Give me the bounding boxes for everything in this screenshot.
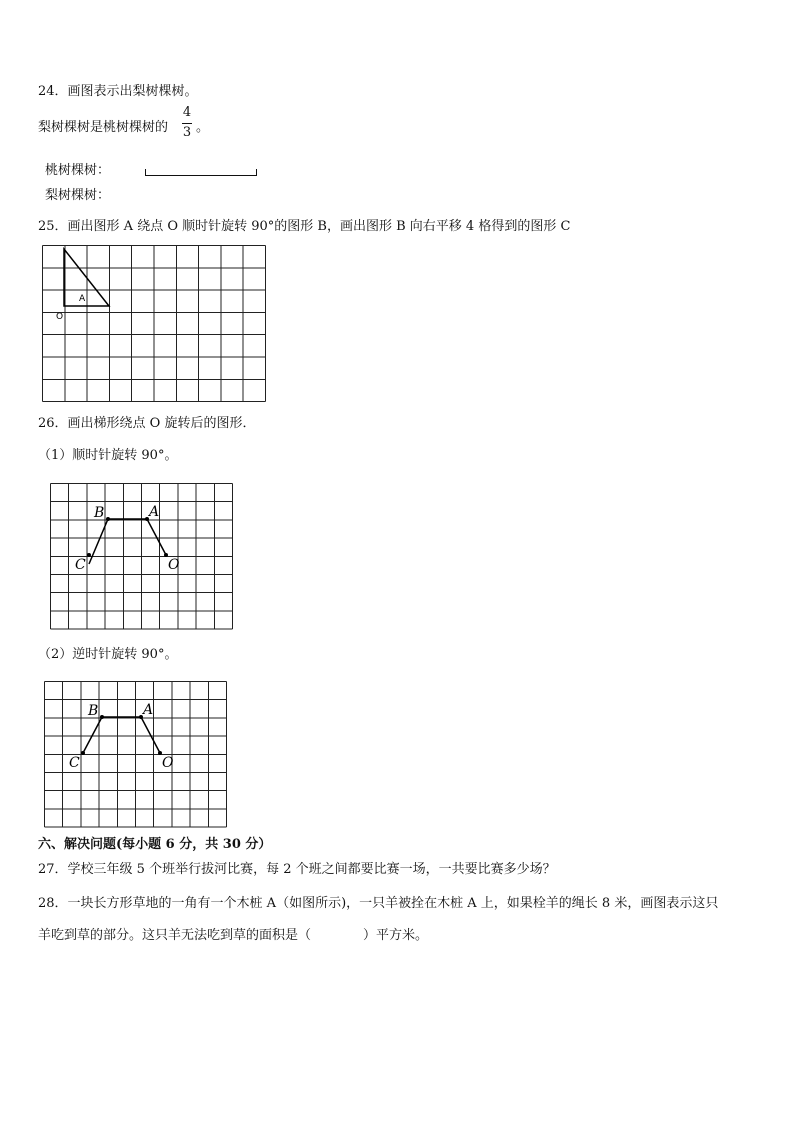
label-o-1: O [168, 557, 180, 573]
q25-title: 25．画出图形 A 绕点 O 顺时针旋转 90°的图形 B，画出图形 B 向右平移 4 格得到的图形 C [38, 219, 571, 234]
q27-text: 27．学校三年级 5 个班举行拔河比赛，每 2 个班之间都要比赛一场，一共要比赛多少场？ [38, 862, 556, 877]
q26-title: 26．画出梯形绕点 O 旋转后的图形． [38, 416, 256, 431]
q24-fraction-numerator: 4 [182, 105, 192, 120]
shape-a-label: A [79, 294, 86, 304]
label-c-2: C [69, 755, 80, 771]
trapezoid-2-vertex-c [81, 751, 85, 755]
label-b-2: B [88, 703, 99, 719]
q26-grid-clockwise [50, 483, 244, 628]
shape-a-triangle [64, 249, 109, 306]
q28-line2: 羊吃到草的部分。这只羊无法吃到草的面积是（ ）平方米。 [38, 928, 429, 943]
trapezoid-2 [83, 717, 160, 753]
section-6-title: 六、解决问题(每小题 6 分，共 30 分） [38, 837, 272, 852]
trapezoid-1-vertex-b [106, 517, 110, 521]
label-c-1: C [75, 557, 86, 573]
q26-grid-counterclockwise [44, 681, 238, 826]
point-o-label: O [56, 312, 64, 322]
label-a-1: A [149, 504, 160, 520]
q25-grid [42, 245, 268, 403]
trapezoid-1-vertex-c [87, 553, 91, 557]
trapezoid-1 [89, 519, 166, 564]
pear-label: 梨树棵树： [45, 188, 111, 203]
grid-lines [43, 246, 266, 402]
q24-fraction-bar [182, 123, 192, 124]
label-o-2: O [162, 755, 174, 771]
q28-line1: 28．一块长方形草地的一角有一个木桩 A（如图所示)，一只羊被拴在木桩 A 上，如果栓羊的绳长 8 米，画图表示这只 [38, 896, 719, 911]
trapezoid-2-vertex-b [100, 715, 104, 719]
peach-label: 桃树棵树： [45, 163, 111, 178]
label-a-2: A [143, 702, 154, 718]
label-b-1: B [94, 505, 105, 521]
q26-part1: （1）顺时针旋转 90°。 [38, 448, 178, 463]
peach-segment [145, 175, 257, 176]
q24-statement-prefix: 梨树棵树是桃树棵树的 [38, 120, 169, 135]
q24-fraction-denominator: 3 [182, 125, 192, 140]
q24-statement-suffix: 。 [196, 120, 210, 135]
peach-segment-tick-right [256, 169, 257, 175]
q26-part2: （2）逆时针旋转 90°。 [38, 647, 178, 662]
q24-title: 24．画图表示出梨树棵树。 [38, 84, 198, 99]
